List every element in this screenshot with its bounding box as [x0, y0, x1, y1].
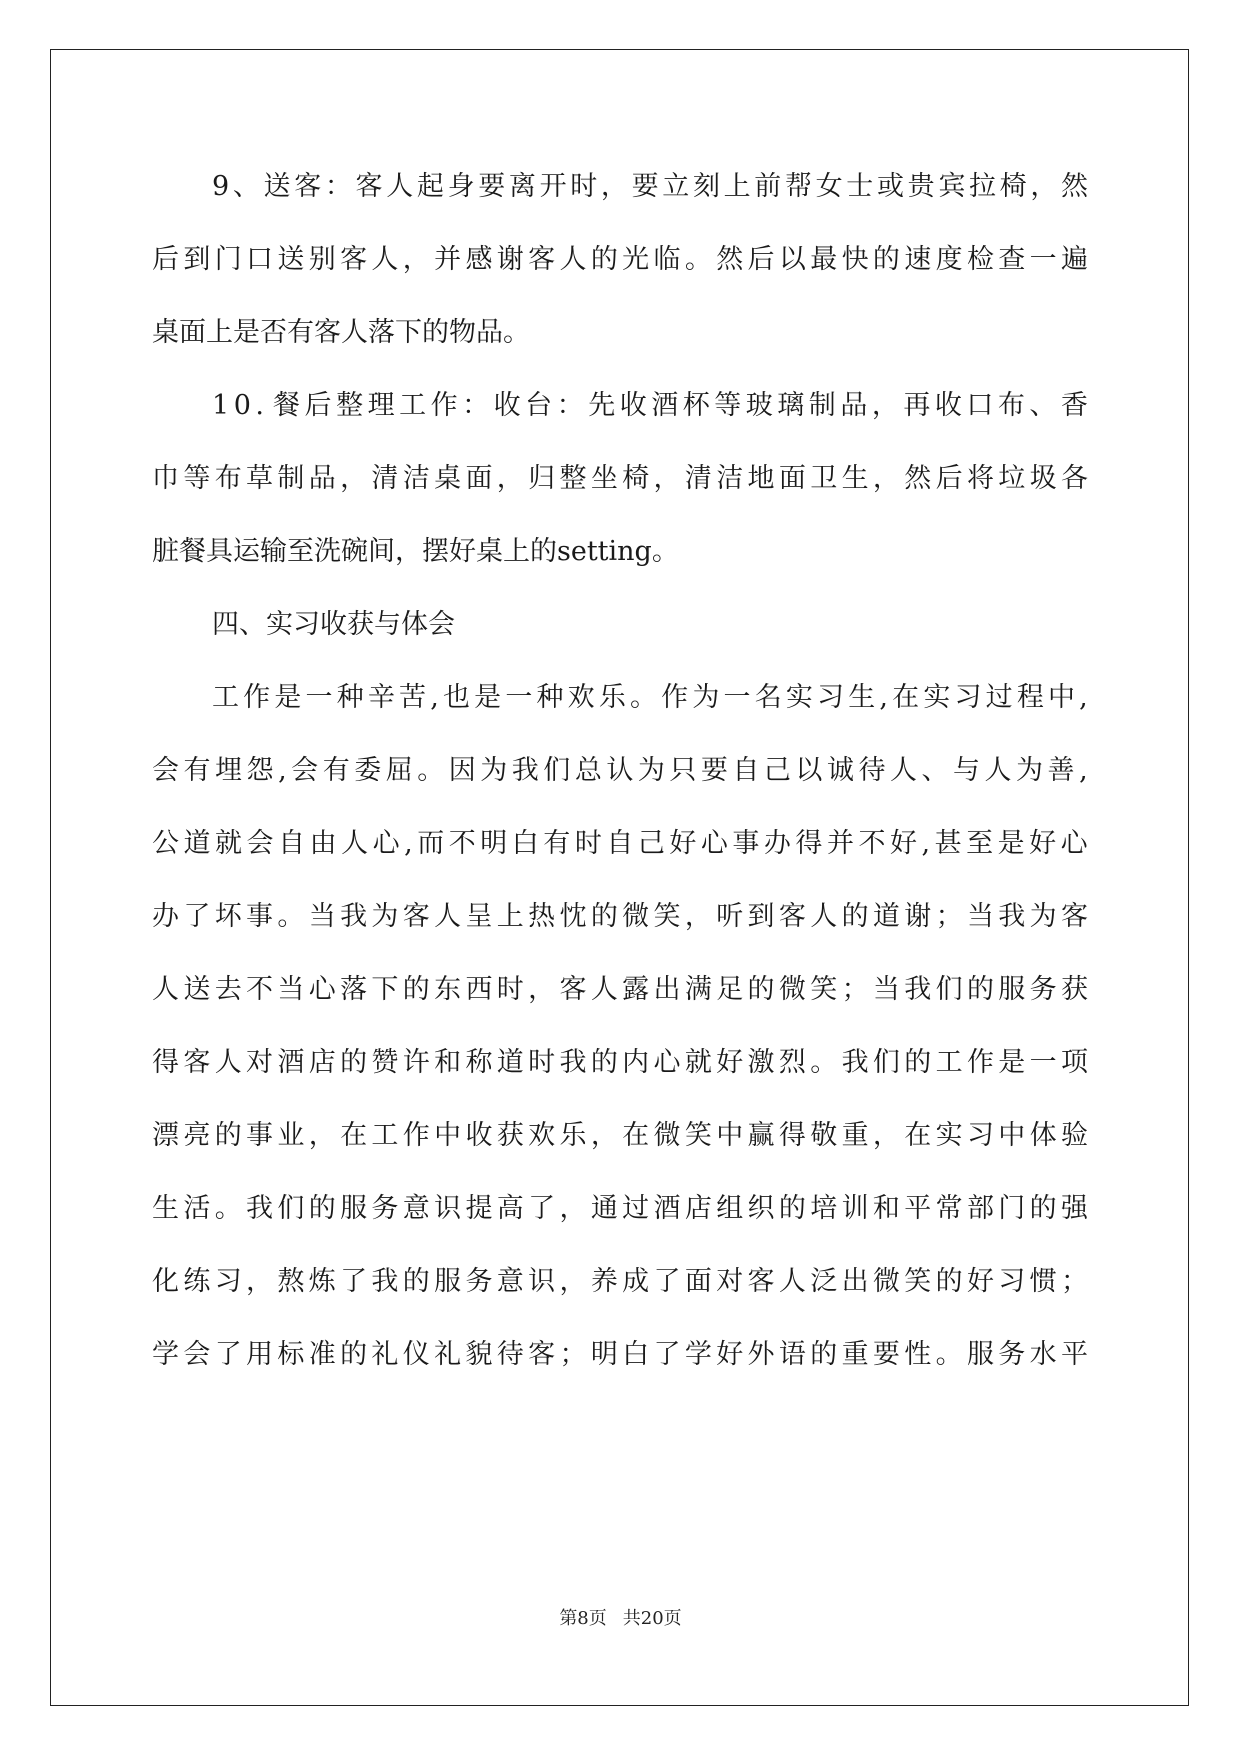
- page-total: 共20页: [622, 1608, 682, 1629]
- text-line: 化 练 习 ， 熬 炼 了 我 的 服 务 意 识 ， 养 成 了 面 对 客 人 泛 出 微 笑 的 好 习 惯 ；: [152, 1266, 1088, 1297]
- text-line: 得 客 人 对 酒 店 的 赞 许 和 称 道 时 我 的 内 心 就 好 激 烈 。 我 们 的 工 作 是 一 项: [152, 1047, 1088, 1078]
- text-line: 巾 等 布 草 制 品 ， 清 洁 桌 面 ， 归 整 坐 椅 ， 清 洁 地 面 卫 生 ， 然 后 将 垃 圾 各: [152, 463, 1088, 494]
- text-line: 桌面上是否有客人落下的物品。: [152, 317, 530, 348]
- text-line: 后 到 门 口 送 别 客 人 ， 并 感 谢 客 人 的 光 临 。 然 后 以 最 快 的 速 度 检 查 一 遍: [152, 244, 1088, 275]
- text-line: 学 会 了 用 标 准 的 礼 仪 礼 貌 待 客 ； 明 白 了 学 好 外 语 的 重 要 性 。 服 务 水 平: [152, 1339, 1088, 1370]
- text-line: 工 作 是 一 种 辛 苦 , 也 是 一 种 欢 乐 。 作 为 一 名 实 习 生 , 在 实 习 过 程 中 ,: [212, 682, 1088, 713]
- text-line: 办 了 坏 事 。 当 我 为 客 人 呈 上 热 忱 的 微 笑 ， 听 到 客 人 的 道 谢 ； 当 我 为 客: [152, 901, 1088, 932]
- text-line: 生 活 。 我 们 的 服 务 意 识 提 高 了 ， 通 过 酒 店 组 织 的 培 训 和 平 常 部 门 的 强: [152, 1193, 1088, 1224]
- text-line: 脏餐具运输至洗碗间，摆好桌上的setting。: [152, 536, 679, 567]
- text-line: 会 有 埋 怨 , 会 有 委 屈 。 因 为 我 们 总 认 为 只 要 自 己 以 诚 待 人 、 与 人 为 善 ,: [152, 755, 1088, 786]
- text-line: 漂 亮 的 事 业 ， 在 工 作 中 收 获 欢 乐 ， 在 微 笑 中 赢 得 敬 重 ， 在 实 习 中 体 验: [152, 1120, 1088, 1151]
- text-line: 人 送 去 不 当 心 落 下 的 东 西 时 ， 客 人 露 出 满 足 的 微 笑 ； 当 我 们 的 服 务 获: [152, 974, 1088, 1005]
- page-footer: [0, 1604, 1241, 1630]
- page-number: 第8页: [559, 1608, 607, 1629]
- document-body: [152, 166, 1088, 1407]
- section-heading: 四、实习收获与体会: [212, 609, 455, 640]
- text-line: 公 道 就 会 自 由 人 心 , 而 不 明 白 有 时 自 己 好 心 事 办 得 并 不 好 , 甚 至 是 好 心: [152, 828, 1088, 859]
- text-line: 9 、 送 客 ： 客 人 起 身 要 离 开 时 ， 要 立 刻 上 前 帮 女 士 或 贵 宾 拉 椅 ， 然: [212, 171, 1088, 202]
- text-line: 1 0 . 餐 后 整 理 工 作 ： 收 台 ： 先 收 酒 杯 等 玻 璃 制 品 ， 再 收 口 布 、 香: [212, 390, 1088, 421]
